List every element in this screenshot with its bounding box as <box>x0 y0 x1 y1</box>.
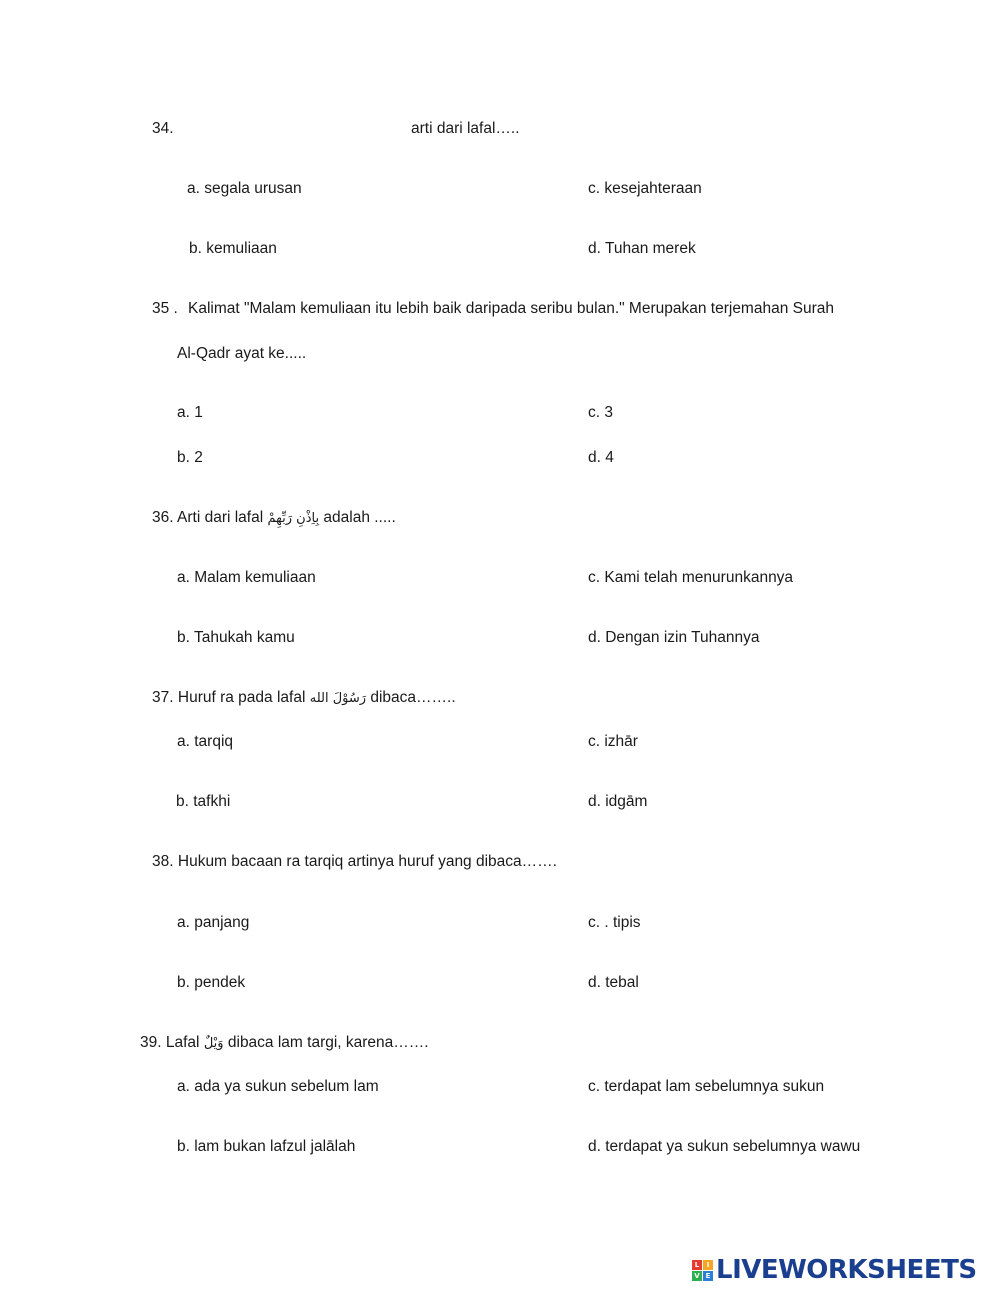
question-36-number: 36. <box>152 509 174 526</box>
option-34-a[interactable]: a. segala urusan <box>187 180 302 197</box>
option-39-b[interactable]: b. lam bukan lafzul jalālah <box>177 1138 356 1155</box>
option-35-b[interactable]: b. 2 <box>177 449 203 466</box>
option-36-b[interactable]: b. Tahukah kamu <box>177 629 295 646</box>
option-37-c[interactable]: c. izhār <box>588 733 638 750</box>
option-36-a[interactable]: a. Malam kemuliaan <box>177 569 316 586</box>
question-39-stem-before: Lafal <box>165 1034 200 1051</box>
question-37-stem-after: dibaca…….. <box>370 689 456 706</box>
question-36-stem <box>152 508 396 529</box>
question-35-stem: Kalimat "Malam kemuliaan itu lebih baik daripada seribu bulan." Merupakan terjemahan Surah <box>188 300 834 317</box>
question-35-stem-line2: Al-Qadr ayat ke..... <box>177 345 307 362</box>
option-38-d[interactable]: d. tebal <box>588 974 639 991</box>
option-36-c[interactable]: c. Kami telah menurunkannya <box>588 569 794 586</box>
logo-wordmark: LIVEWORKSHEETS <box>716 1255 977 1285</box>
question-37-number: 37. <box>152 689 174 706</box>
option-38-a[interactable]: a. panjang <box>177 914 250 931</box>
option-34-d[interactable]: d. Tuhan merek <box>588 240 696 257</box>
logo-letter-l: L <box>692 1260 702 1270</box>
option-34-c[interactable]: c. kesejahteraan <box>588 180 702 197</box>
question-38-stem-text: Hukum bacaan ra tarqiq artinya huruf yang dibaca……. <box>177 853 557 870</box>
option-35-a[interactable]: a. 1 <box>177 404 203 421</box>
question-34-stem: arti dari lafal….. <box>411 120 520 137</box>
question-36-stem-after: adalah ..... <box>323 509 396 526</box>
option-39-d[interactable]: d. terdapat ya sukun sebelumnya wawu <box>588 1138 861 1155</box>
liveworksheets-logo[interactable] <box>692 1254 977 1286</box>
logo-mark-icon <box>692 1260 713 1281</box>
question-39-number: 39. <box>140 1034 162 1051</box>
question-35-number: 35 . <box>152 300 178 317</box>
question-36-arabic: بِاِذْنِ رَبِّهِمْ <box>267 511 320 526</box>
option-37-a[interactable]: a. tarqiq <box>177 733 234 750</box>
question-38-stem <box>152 852 557 872</box>
option-38-b[interactable]: b. pendek <box>177 974 246 991</box>
option-36-d[interactable]: d. Dengan izin Tuhannya <box>588 629 760 646</box>
option-35-d[interactable]: d. 4 <box>588 449 614 466</box>
option-34-b[interactable]: b. kemuliaan <box>189 240 277 257</box>
option-37-b[interactable]: b. tafkhi <box>176 793 231 810</box>
option-38-c[interactable]: c. . tipis <box>588 914 641 931</box>
question-36-stem-before: Arti dari lafal <box>177 509 264 526</box>
question-39-stem <box>140 1033 429 1054</box>
option-39-a[interactable]: a. ada ya sukun sebelum lam <box>177 1078 379 1095</box>
question-37-arabic: رَسُوْلَ الله <box>309 691 367 706</box>
option-37-d[interactable]: d. idgām <box>588 793 648 810</box>
question-37-stem <box>152 688 456 709</box>
option-39-c[interactable]: c. terdapat lam sebelumnya sukun <box>588 1078 825 1095</box>
question-37-stem-before: Huruf ra pada lafal <box>177 689 306 706</box>
question-39-arabic: وَيْلٌ <box>203 1036 224 1051</box>
question-38-number: 38. <box>152 853 174 870</box>
option-35-c[interactable]: c. 3 <box>588 404 613 421</box>
logo-letter-i: I <box>703 1260 713 1270</box>
logo-letter-e: E <box>703 1271 713 1281</box>
logo-letter-v: V <box>692 1271 702 1281</box>
question-34-number: 34. <box>152 120 174 137</box>
question-39-stem-after: dibaca lam targi, karena……. <box>227 1034 429 1051</box>
